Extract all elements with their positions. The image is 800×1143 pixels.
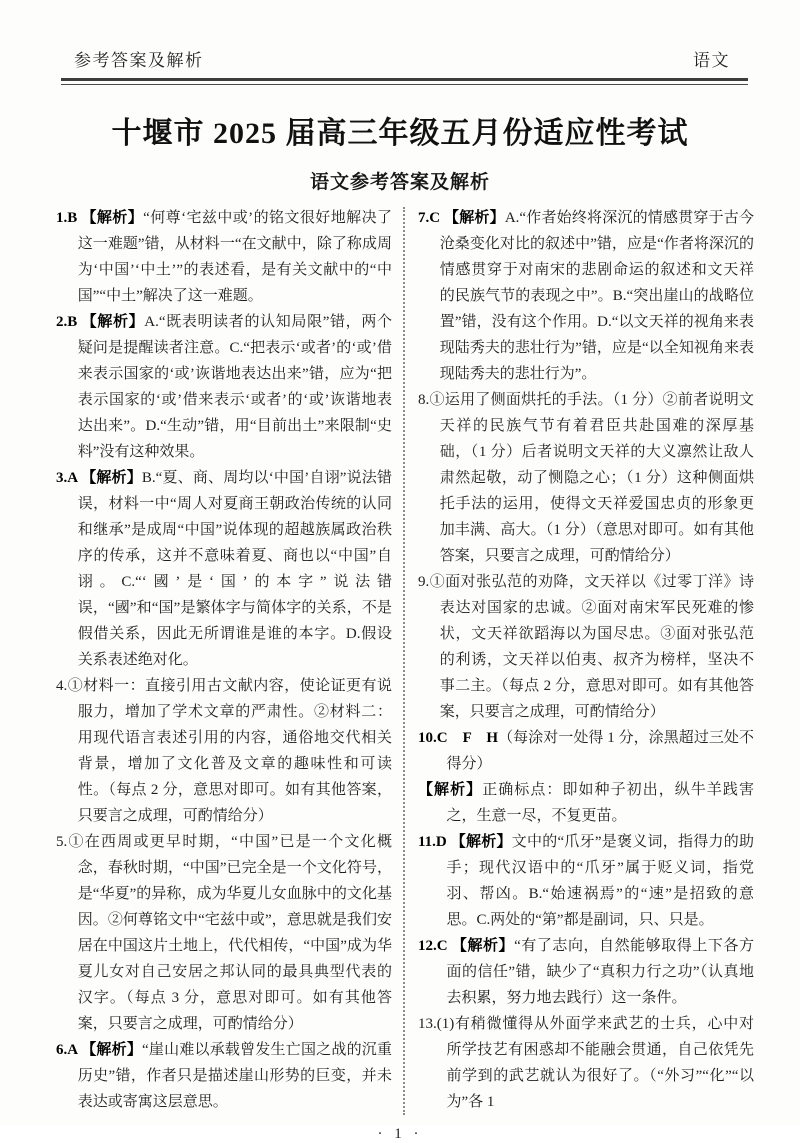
answer-item <box>56 465 392 673</box>
answer-paragraph: 2.B 【解析】A.“既表明读者的认知局限”错，两个疑问是提醒读者注意。C.“把表示‘或者’的‘或’借来表示国家的‘或’诙谐地表达出来”错，应为“把表示国家的‘或’借来表示‘或者’的‘或’诙谐地表达出来”。D.“生动”错，用“目前出土”来限制“史料”没有这种效果。 <box>56 314 392 460</box>
answers-column-right <box>405 205 754 1115</box>
answer-item <box>56 829 392 1037</box>
answer-item <box>56 1037 392 1115</box>
page-title: 十堰市 2025 届高三年级五月份适应性考试 <box>111 117 689 150</box>
answer-paragraph: 8.①运用了侧面烘托的手法。（1 分）②前者说明文天祥的民族气节有着君臣共赴国难的深厚基础，（1 分）后者说明文天祥的大义凛然让敌人肃然起敬，动了恻隐之心；（1 分）这种侧面烘托手法的运用，使得文天祥爱国忠贞的形象更加丰满、高大。（1 分）（意思对即可。如有其他答案，只要言之成理，可酌情给分） <box>418 392 754 564</box>
answer-item <box>56 309 392 465</box>
answer-item <box>56 205 392 309</box>
answer-paragraph: 11.D 【解析】文中的“爪牙”是褒义词，指得力的助手；现代汉语中的“爪牙”属于贬义词，指党羽、帮凶。B.“始速祸焉”的“速”是招致的意思。C.两处的“第”都是副词，只、只是。 <box>418 834 754 928</box>
header-double-rule <box>61 78 748 85</box>
header-left-label: 参考答案及解析 <box>74 51 204 70</box>
answer-item <box>418 569 754 725</box>
answer-paragraph: 5.①在西周或更早时期，“中国”已是一个文化概念，春秋时期，“中国”已完全是一个文化符号，是“华夏”的异称，成为华夏儿女血脉中的文化基因。②何尊铭文中“宅兹中或”，意思就是我们安居在中国这片土地上，代代相传，“中国”成为华夏儿女对自己安居之邦认同的最具典型代表的汉字。（每点 3 分，意思对即可。如有其他答案，只要言之成理，可酌情给分） <box>56 834 392 1032</box>
answer-item <box>418 205 754 387</box>
page-header <box>0 0 800 71</box>
answer-paragraph: 3.A 【解析】B.“夏、商、周均以‘中国’自诩”说法错误，材料一中“周人对夏商王朝政治传统的认同和继承”是成周“中国”说体现的超越族属政治秩序的传承，这并不意味着夏、商也以“中国”自诩。C.“‘國’是‘国’的本字”说法错误，“國”和“国”是繁体字与简体字的关系，不是假借关系，因此无所谓谁是谁的本字。D.假设关系表述绝对化。 <box>56 470 392 668</box>
answer-item <box>418 933 754 1011</box>
answer-paragraph: 9.①面对张弘范的劝降，文天祥以《过零丁洋》诗表达对国家的忠诚。②面对南宋军民死难的惨状，文天祥欲蹈海以为国尽忠。③面对张弘范的利诱，文天祥以伯夷、叔齐为榜样，坚决不事二主。（每点 2 分，意思对即可。如有其他答案，只要言之成理，可酌情给分） <box>418 574 754 720</box>
answer-paragraph: 4.①材料一：直接引用古文献内容，使论证更有说服力，增加了学术文章的严肃性。②材料二：用现代语言表述引用的内容，通俗地交代相关背景，增加了文化普及文章的趣味性和可读性。（每点 2 分，意思对即可。如有其他答案，只要言之成理，可酌情给分） <box>56 678 392 824</box>
answer-paragraph: 1.B 【解析】“何尊‘宅兹中或’的铭文很好地解决了这一难题”错，从材料一“在文献中，除了称成周为‘中国’‘中土’”的表述看，是有关文献中的“中国”“中土”解决了这一难题。 <box>56 210 392 304</box>
answer-item <box>418 1011 754 1115</box>
answer-item <box>418 387 754 569</box>
page-number: · 1 · <box>377 1126 423 1142</box>
answers-content <box>0 194 800 1115</box>
header-right-label: 语文 <box>693 51 730 70</box>
page-subtitle: 语文参考答案及解析 <box>309 172 490 193</box>
answer-paragraph: 6.A 【解析】“崖山难以承载曾发生亡国之战的沉重历史”错，作者只是描述崖山形势的巨变，并未表达或寄寓这层意思。 <box>56 1042 392 1110</box>
answer-paragraph: 13.(1)有稍微懂得从外面学来武艺的士兵，心中对所学技艺有困惑却不能融会贯通，自己依凭先前学到的武艺就认为很好了。（“外习”“化”“以为”各 1 <box>418 1016 754 1110</box>
answer-paragraph: 12.C 【解析】“有了志向，自然能够取得上下各方面的信任”错，缺少了“真积力行之功”（认真地去积累，努力地去践行）这一条件。 <box>418 938 754 1006</box>
answer-explanation-paragraph: 【解析】正确标点：即如种子初出，纵牛羊践害之，生意一尽，不复更苗。 <box>418 782 754 824</box>
answer-item <box>418 725 754 829</box>
answers-column-left <box>56 205 403 1115</box>
answer-paragraph: 7.C 【解析】A.“作者始终将深沉的情感贯穿于古今沧桑变化对比的叙述中”错，应是“作者将深沉的情感贯穿于对南宋的悲剧命运的叙述和文天祥的民族气节的表现之中”。B.“突出崖山的战略位置”错，没有这个作用。D.“以文天祥的视角来表现陆秀夫的悲壮行为”错，应是“以全知视角来表现陆秀夫的悲壮行为”。 <box>418 210 754 382</box>
answer-item <box>56 673 392 829</box>
answer-item <box>418 829 754 933</box>
answer-paragraph: 10.C F H（每涂对一处得 1 分，涂黑超过三处不得分） <box>418 730 754 772</box>
